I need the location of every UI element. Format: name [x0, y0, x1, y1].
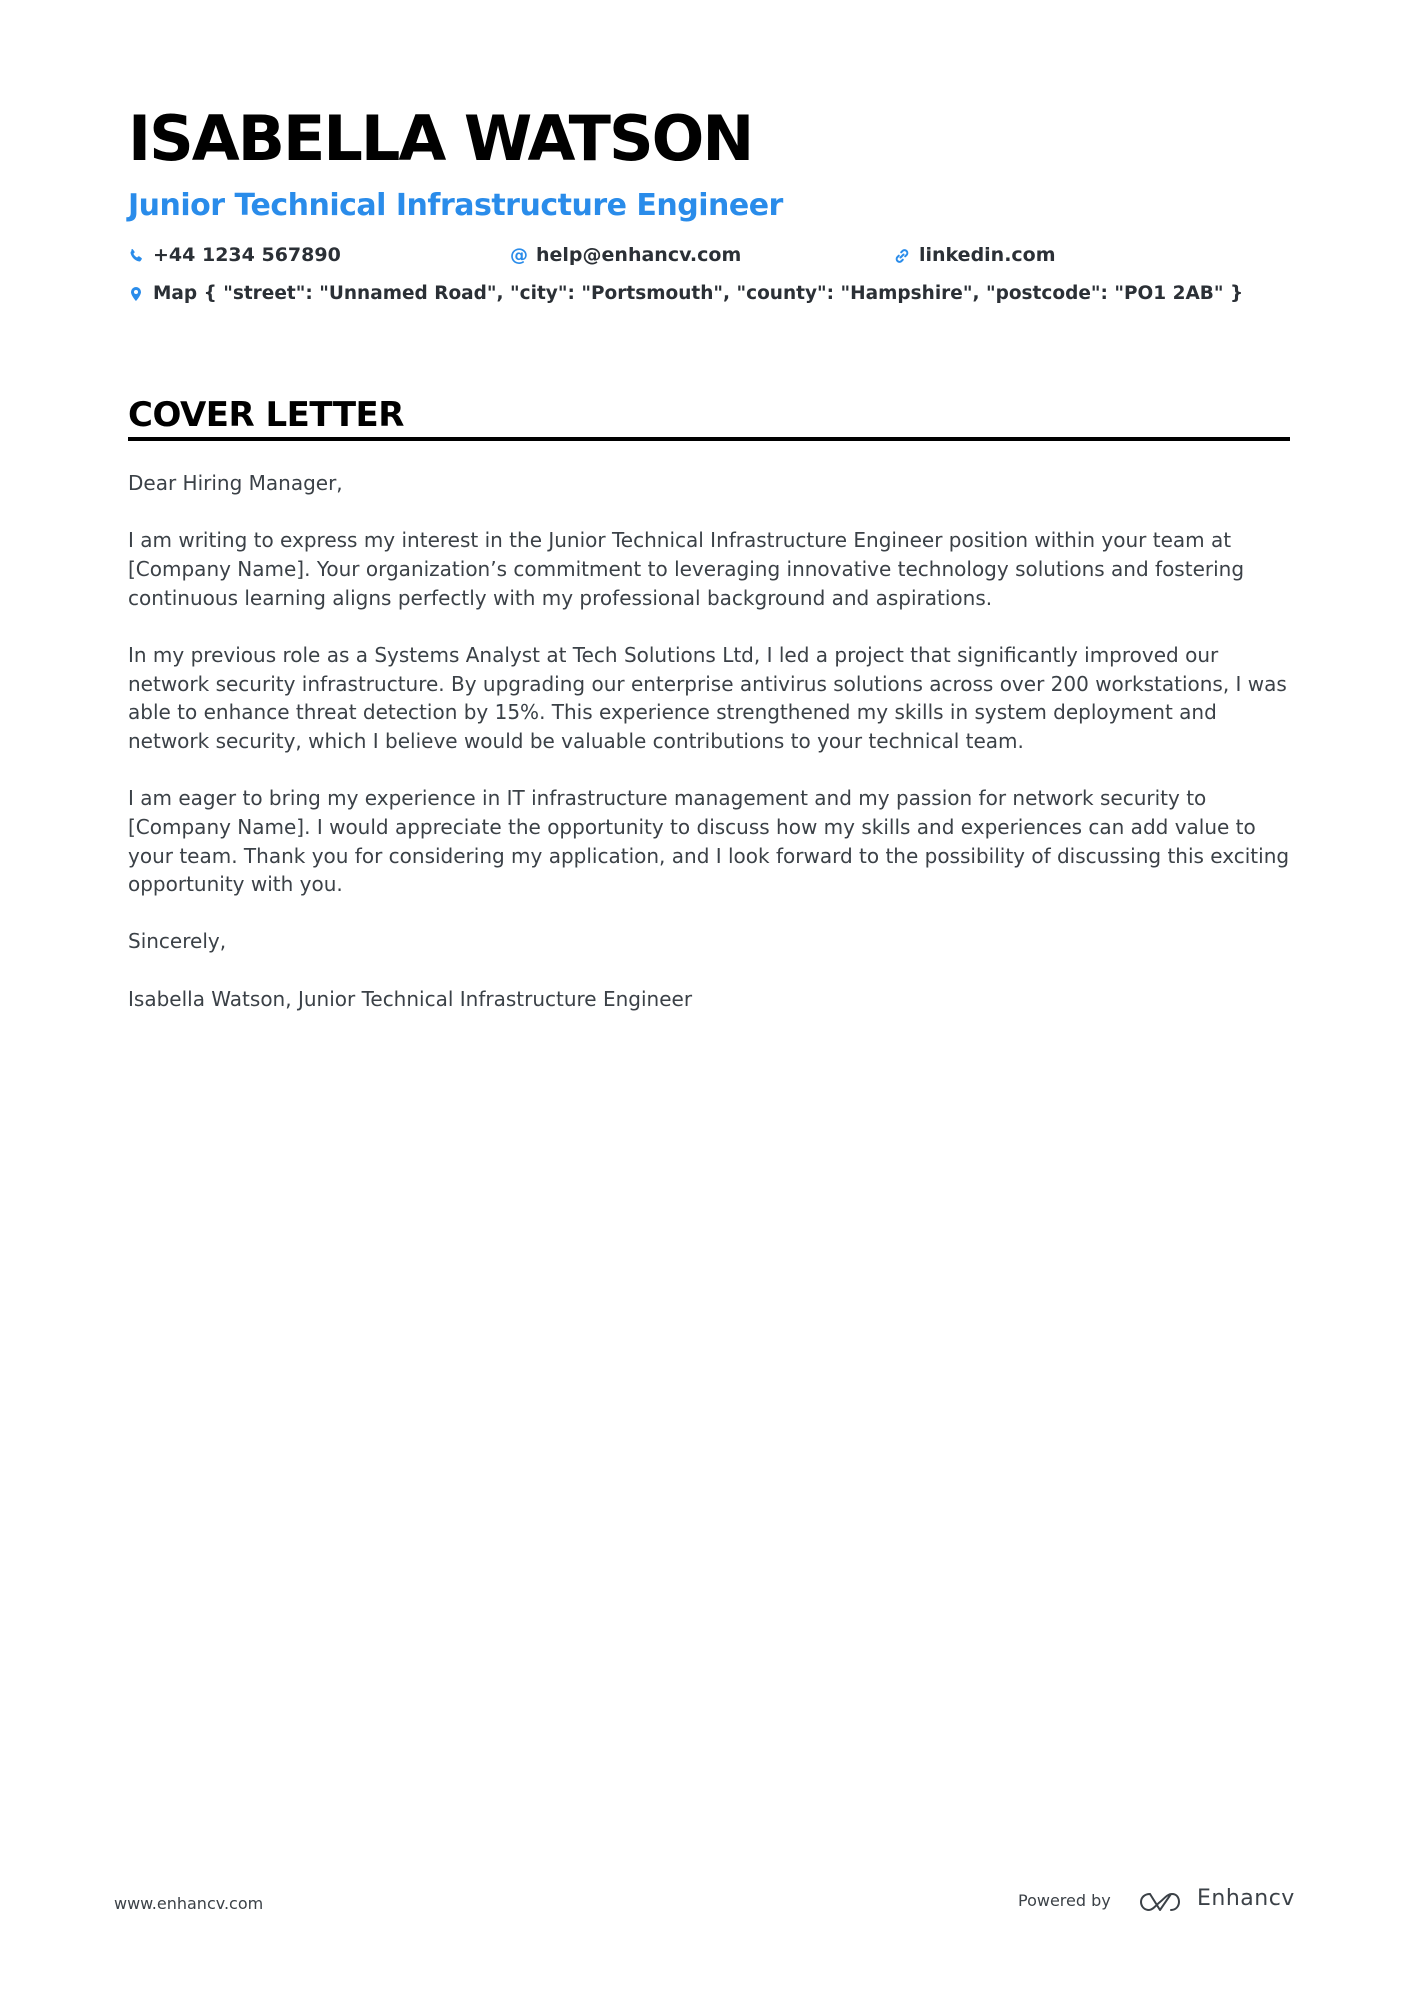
location-pin-icon: [128, 286, 144, 302]
contact-phone: [128, 246, 341, 265]
letter-body: [128, 469, 1293, 1042]
letter-paragraph: I am writing to express my interest in the Junior Technical Infrastructure Engineer position within your team at [Company Name]. Your organization’s commitment to leveraging innovative technology solutions and fostering continuous learning aligns perfectly with my professional background and aspirations.: [128, 528, 1245, 610]
letter-paragraph: I am eager to bring my experience in IT infrastructure management and my passion for network security to [Company Name]. I would appreciate the opportunity to discuss how my skills and experiences can add value to your team. Thank you for considering my application, and I look forward to the possibility of discussing this exciting opportunity with you.: [128, 786, 1290, 897]
candidate-job-title: Junior Technical Infrastructure Engineer: [128, 188, 783, 223]
contact-email[interactable]: [511, 246, 741, 265]
at-sign-icon: @: [510, 244, 528, 266]
phone-icon: [128, 248, 144, 264]
link-text[interactable]: linkedin.com: [919, 244, 1056, 266]
email-text[interactable]: help@enhancv.com: [536, 244, 742, 266]
section-divider: [128, 437, 1290, 441]
address-text: Map { "street": "Unnamed Road", "city": "Portsmouth", "county": "Hampshire", "postcode": "PO1 2AB" }: [153, 283, 1244, 304]
footer-website-link[interactable]: www.enhancv.com: [114, 1894, 264, 1913]
letter-salutation: Dear Hiring Manager,: [128, 471, 343, 495]
letter-closing: Sincerely,: [128, 929, 227, 954]
section-heading: COVER LETTER: [128, 395, 404, 435]
link-icon: [894, 248, 910, 264]
contact-link[interactable]: [894, 246, 1056, 265]
brand-name: Enhancv: [1197, 1886, 1295, 1911]
candidate-name: ISABELLA WATSON: [128, 102, 753, 175]
contact-address: [128, 285, 1243, 304]
powered-by-label: Powered by: [1018, 1891, 1111, 1910]
letter-paragraph: In my previous role as a Systems Analyst at Tech Solutions Ltd, I led a project that significantly improved our network security infrastructure. By upgrading our enterprise antivirus solutions across over 200 workstations, I was able to enhance threat detection by 15%. This experience strengthened my skills in system deployment and network security, which I believe would be valuable contributions to your technical team.: [128, 642, 1287, 753]
enhancv-logo-icon: [1138, 1890, 1182, 1914]
letter-signature: Isabella Watson, Junior Technical Infrastructure Engineer: [128, 986, 693, 1011]
phone-text: +44 1234 567890: [153, 244, 341, 266]
